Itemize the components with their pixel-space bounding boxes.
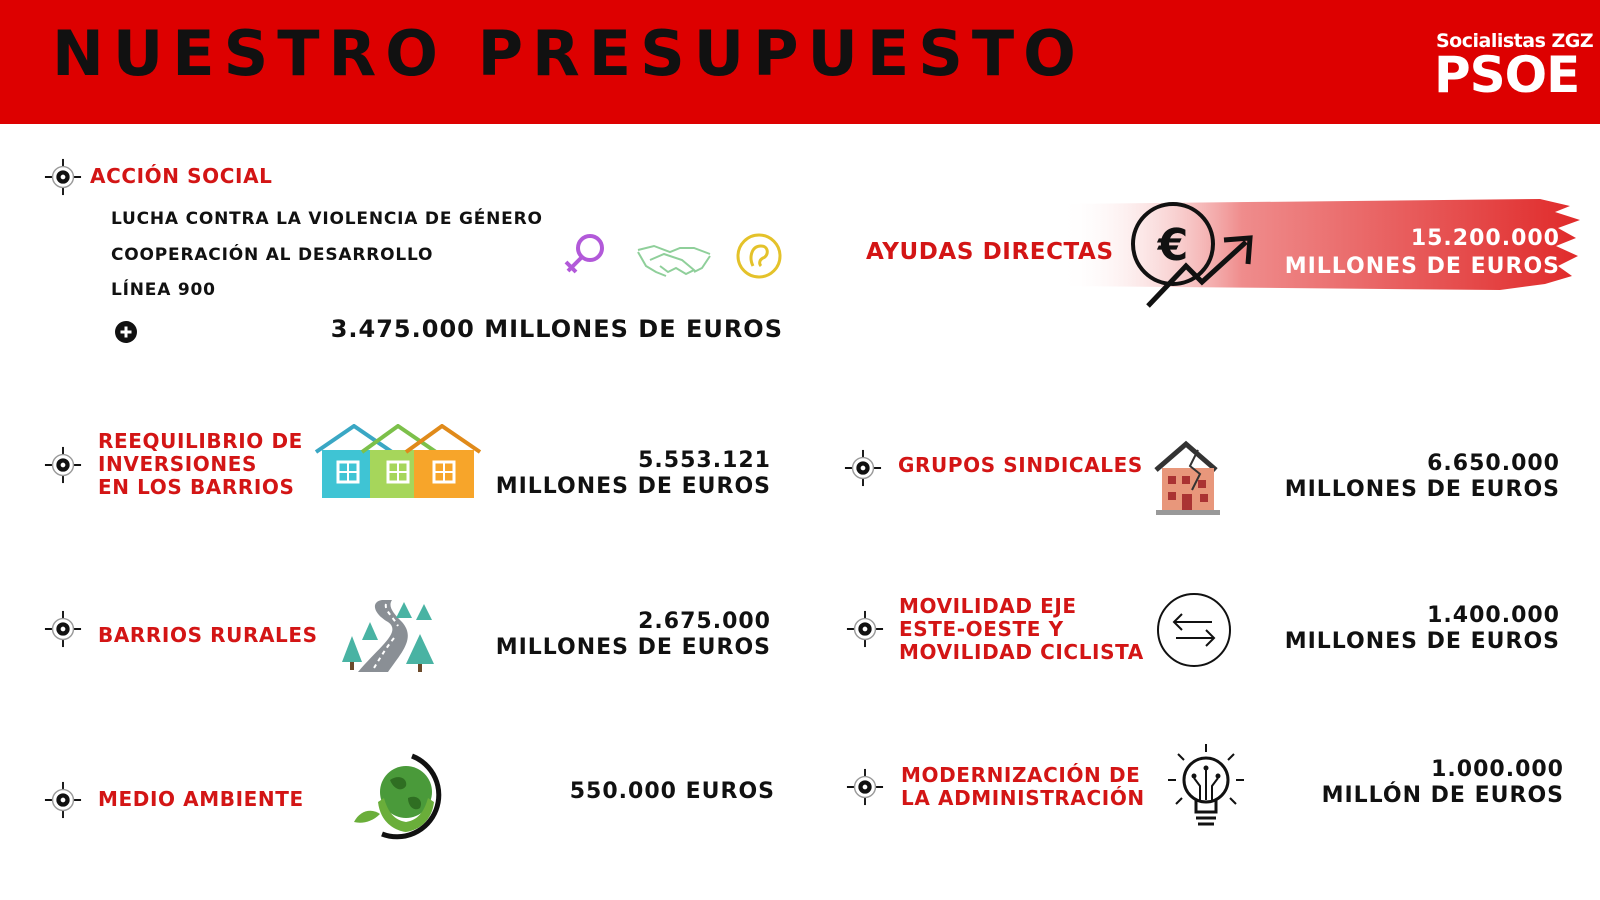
modernizacion-label: MODERNIZACIÓN DE LA ADMINISTRACIÓN [901,763,1145,810]
page-title: NUESTRO PRESUPUESTO [52,17,1085,90]
ayudas-directas-amount: 15.200.000 MILLONES DE EUROS [1284,226,1560,279]
houses-icon [312,424,484,504]
brand-subtitle: Socialistas ZGZ [1436,30,1594,52]
lightbulb-icon [1164,742,1248,838]
svg-text:€: € [1157,220,1189,271]
medio-ambiente-label: MEDIO AMBIENTE [98,787,304,811]
target-icon [846,610,884,648]
target-icon [44,446,82,484]
target-icon [44,781,82,819]
accion-social-label: ACCIÓN SOCIAL [90,164,273,188]
road-trees-icon [340,598,446,674]
modernizacion-amount: 1.000.000 MILLÓN DE EUROS [1321,757,1564,808]
accion-social-item: LÍNEA 900 [111,280,216,300]
euro-growth-icon [1128,202,1258,312]
damaged-building-icon [1152,440,1224,516]
plus-circle-icon [114,320,138,344]
movilidad-amount: 1.400.000 MILLONES DE EUROS [1284,603,1560,654]
target-icon [44,158,82,196]
target-icon [844,449,882,487]
female-symbol-icon [560,230,610,280]
ayudas-directas-label: AYUDAS DIRECTAS [866,239,1114,265]
grupos-sindicales-amount: 6.650.000 MILLONES DE EUROS [1284,451,1560,502]
reequilibrio-amount: 5.553.121 MILLONES DE EUROS [495,448,771,499]
movilidad-label: MOVILIDAD EJE ESTE-OESTE Y MOVILIDAD CICLISTA [899,594,1144,664]
earth-hands-icon [350,752,454,840]
medio-ambiente-amount: 550.000 EUROS [569,779,775,804]
handshake-icon [636,238,712,280]
brand-logo: PSOE [1434,46,1580,104]
accion-social-item: LUCHA CONTRA LA VIOLENCIA DE GÉNERO [111,209,543,229]
accion-social-item: COOPERACIÓN AL DESARROLLO [111,245,434,265]
exchange-arrows-icon [1156,592,1232,668]
target-icon [44,610,82,648]
reequilibrio-label: REEQUILIBRIO DE INVERSIONES EN LOS BARRIOS [98,429,303,499]
target-icon [846,768,884,806]
barrios-rurales-label: BARRIOS RURALES [98,623,318,647]
accion-social-amount: 3.475.000 MILLONES DE EUROS [330,315,783,343]
ear-icon [735,232,783,280]
grupos-sindicales-label: GRUPOS SINDICALES [898,453,1143,477]
barrios-rurales-amount: 2.675.000 MILLONES DE EUROS [495,609,771,660]
